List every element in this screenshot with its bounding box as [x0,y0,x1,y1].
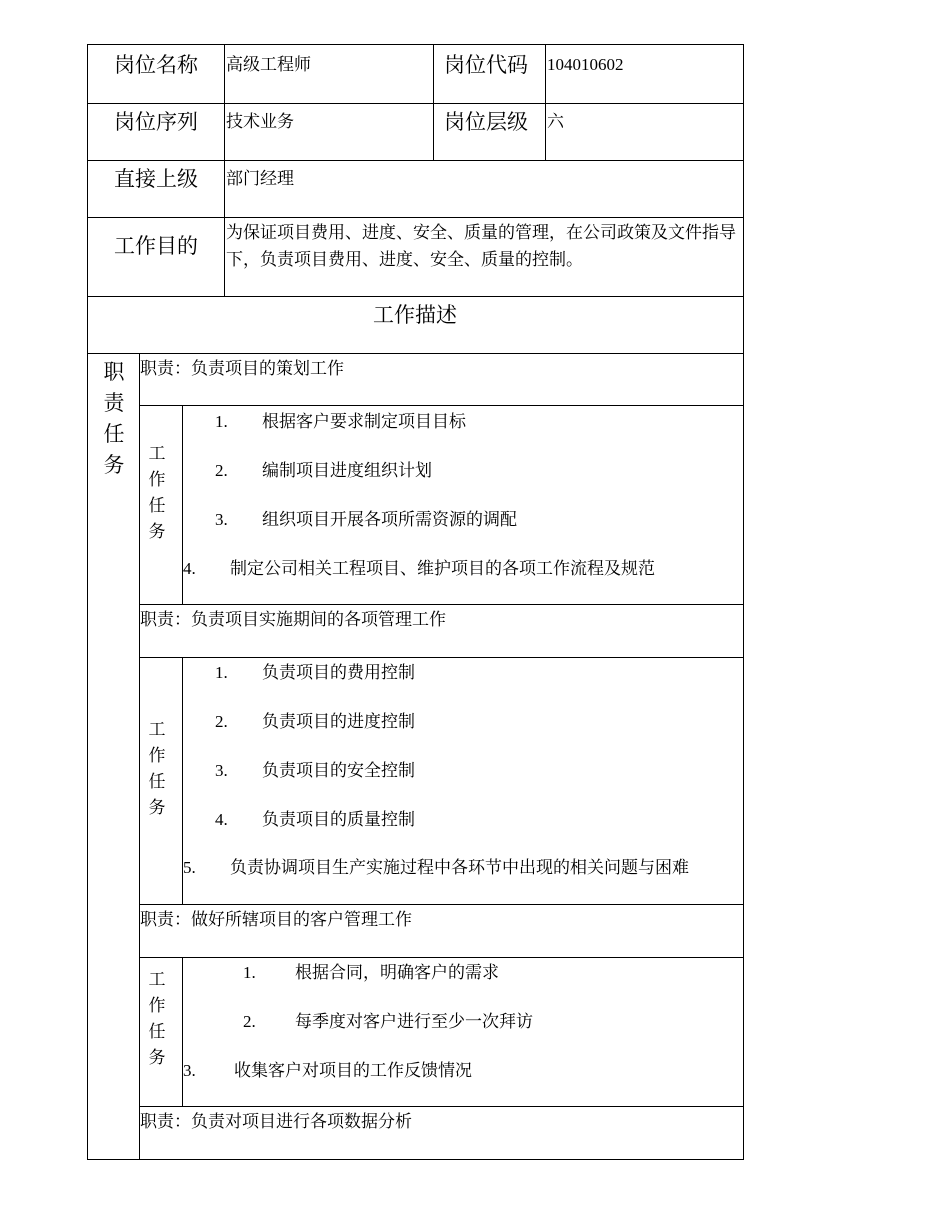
task-label-char: 任 [148,772,166,791]
task-number: 2. [215,712,228,731]
task-label [147,441,167,545]
task-text: 负责项目的安全控制 [262,761,415,780]
task-text: 收集客户对项目的工作反馈情况 [234,1061,472,1080]
duty-title: 职责：做好所辖项目的客户管理工作 [140,910,412,929]
task-label-char: 工 [148,720,166,739]
task-text: 编制项目进度组织计划 [262,461,432,480]
task-text: 组织项目开展各项所需资源的调配 [262,510,517,529]
task-number: 1. [215,412,228,431]
position-series-value: 技术业务 [226,112,294,131]
task-label-char: 作 [148,470,166,489]
duty-title: 职责：负责项目的策划工作 [140,359,344,378]
superior-value: 部门经理 [226,169,294,188]
duties-label-char: 务 [103,453,125,477]
duties-label-char: 职 [103,360,125,384]
task-label [147,717,167,821]
position-name-label: 岗位名称 [114,53,198,77]
task-text: 负责项目的费用控制 [262,663,415,682]
task-label-char: 作 [148,996,166,1015]
task-label-char: 务 [148,1048,166,1067]
task-number: 2. [243,1012,256,1031]
position-name-value: 高级工程师 [226,55,311,74]
task-number: 4. [215,810,228,829]
task-number: 1. [243,963,256,982]
task-number: 3. [215,761,228,780]
work-description-title: 工作描述 [373,303,457,327]
duties-label-char: 任 [103,422,125,446]
task-label-char: 工 [148,444,166,463]
duty-title: 职责：负责对项目进行各项数据分析 [140,1112,412,1131]
task-number: 2. [215,461,228,480]
position-code-label: 岗位代码 [444,53,528,77]
task-label-char: 务 [148,522,166,541]
task-text: 根据客户要求制定项目目标 [262,412,466,431]
duties-label-char: 责 [103,391,125,415]
task-number: 5. [183,858,196,877]
task-number: 1. [215,663,228,682]
position-series-label: 岗位序列 [114,110,198,134]
duty-title: 职责：负责项目实施期间的各项管理工作 [140,610,446,629]
position-level-label: 岗位层级 [444,110,528,134]
superior-label: 直接上级 [114,167,198,191]
position-code-value: 104010602 [547,55,624,74]
task-text: 负责项目的进度控制 [262,712,415,731]
task-label-char: 任 [148,1022,166,1041]
task-label-char: 工 [148,970,166,989]
task-label-char: 务 [148,798,166,817]
task-label-char: 任 [148,496,166,515]
task-text: 制定公司相关工程项目、维护项目的各项工作流程及规范 [230,559,655,578]
task-text: 根据合同，明确客户的需求 [295,963,499,982]
position-level-value: 六 [547,112,564,131]
task-text: 负责项目的质量控制 [262,810,415,829]
task-label [147,967,167,1071]
purpose-value: 为保证项目费用、进度、安全、质量的管理，在公司政策及文件指导下，负责项目费用、进度、安全、质量的控制。 [226,223,736,269]
task-number: 3. [183,1061,196,1080]
task-number: 3. [215,510,228,529]
purpose-label: 工作目的 [114,234,198,258]
duties-label [102,357,126,481]
task-text: 每季度对客户进行至少一次拜访 [295,1012,533,1031]
task-label-char: 作 [148,746,166,765]
task-number: 4. [183,559,196,578]
task-text: 负责协调项目生产实施过程中各环节中出现的相关问题与困难 [230,858,689,877]
